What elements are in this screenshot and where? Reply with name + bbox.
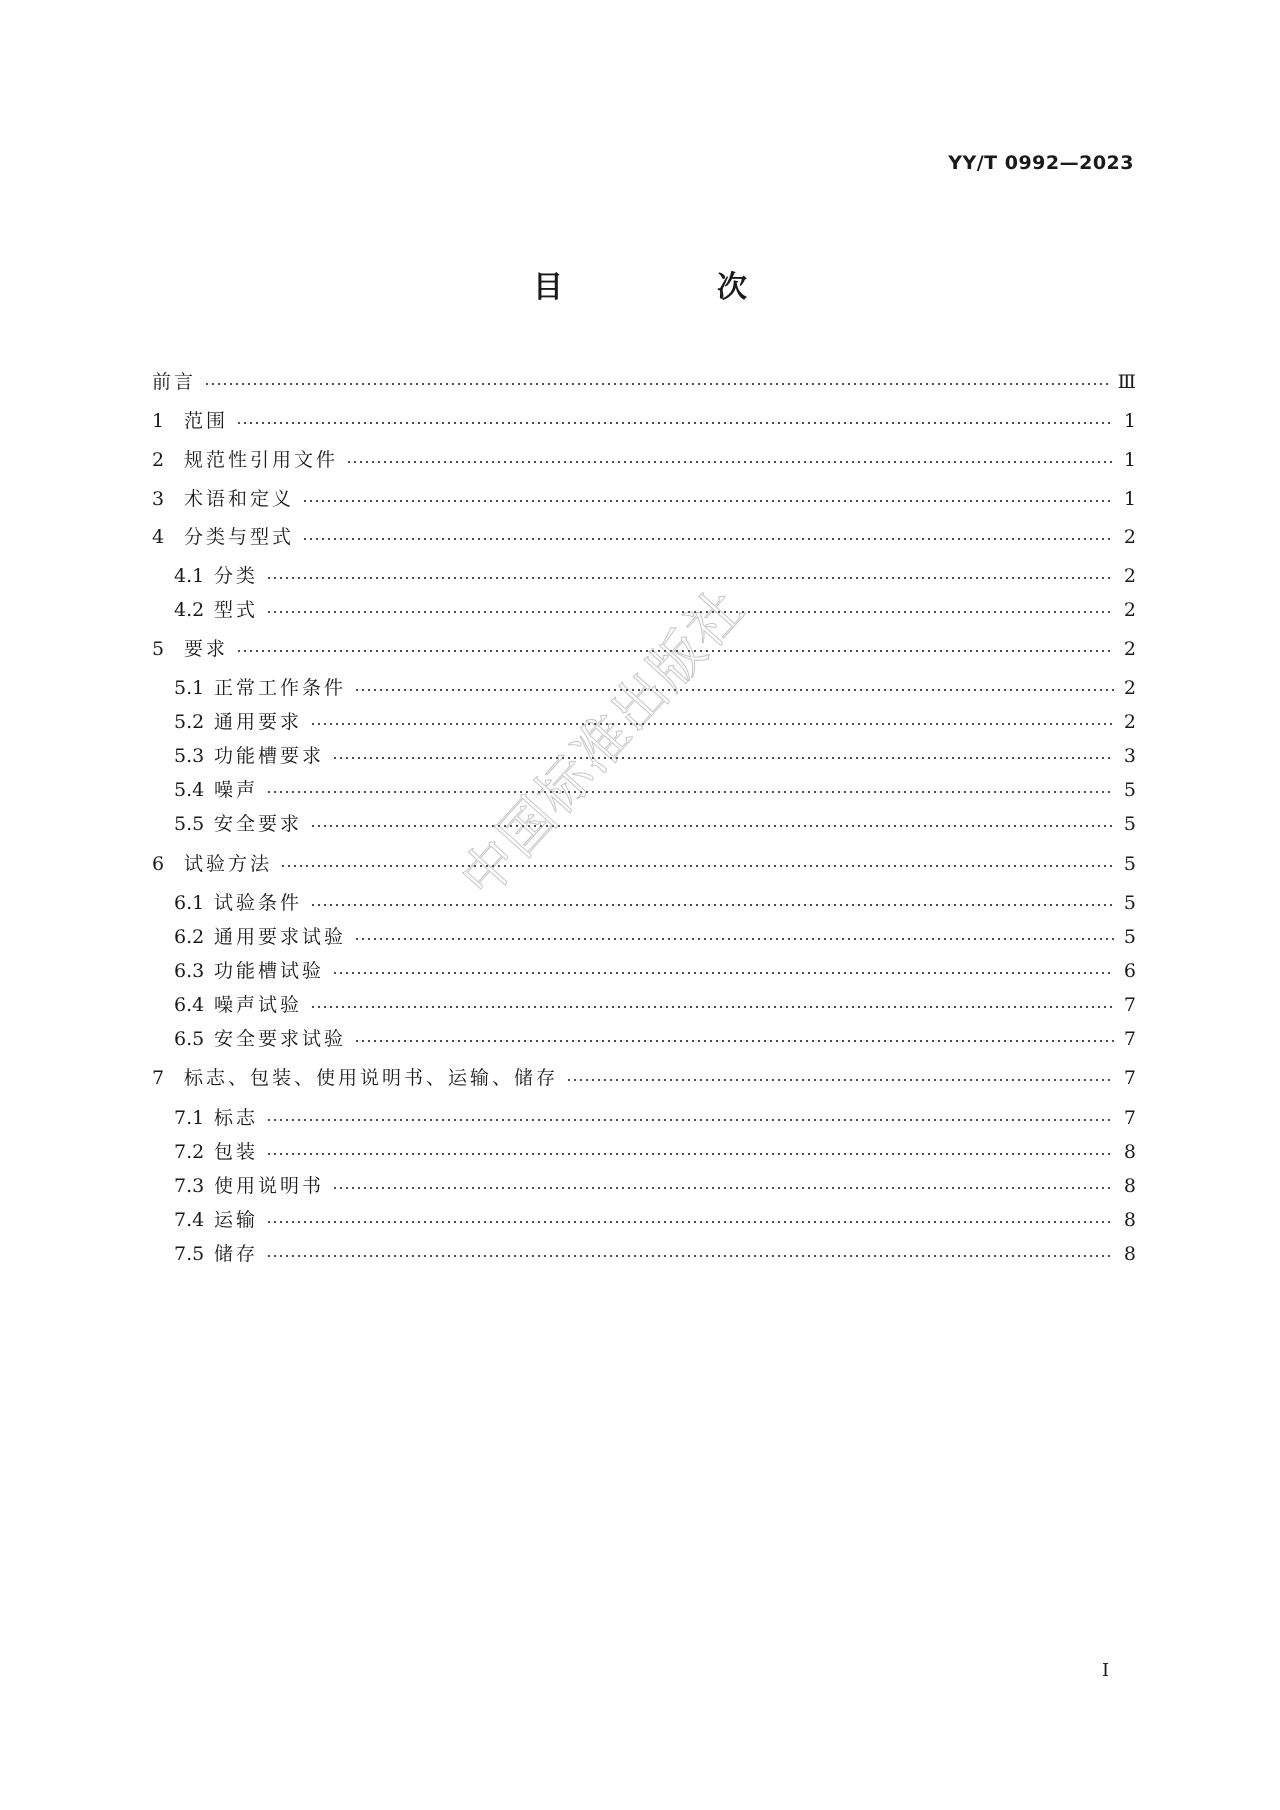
toc-entry-label: 范围 bbox=[184, 410, 229, 432]
toc-dot-leader bbox=[266, 610, 1114, 614]
toc-entry-number: 5 bbox=[152, 638, 165, 660]
toc-entry bbox=[174, 810, 1136, 838]
toc-entry-page: 1 bbox=[1123, 488, 1136, 510]
toc-entry-page: Ⅲ bbox=[1117, 371, 1136, 393]
toc-entry bbox=[152, 850, 1136, 878]
standard-number: YY/T 0992—2023 bbox=[948, 152, 1134, 174]
toc-entry-page: 8 bbox=[1123, 1141, 1136, 1163]
toc-entry-number: 6.4 bbox=[174, 994, 205, 1016]
toc-entry bbox=[152, 407, 1136, 435]
toc-entry-page: 8 bbox=[1123, 1175, 1136, 1197]
toc-entry bbox=[174, 562, 1136, 590]
toc-entry-number: 7.5 bbox=[174, 1243, 205, 1265]
toc-entry-page: 8 bbox=[1123, 1243, 1136, 1265]
toc-entry-label: 试验方法 bbox=[184, 853, 273, 875]
toc-entry-page: 7 bbox=[1123, 994, 1136, 1016]
toc-entry-label: 功能槽要求 bbox=[214, 745, 325, 767]
toc-dot-leader bbox=[332, 1186, 1114, 1190]
toc-dot-leader bbox=[280, 864, 1114, 868]
watermark: 中国标准出版社 bbox=[448, 576, 758, 910]
toc-dot-leader bbox=[266, 576, 1114, 580]
toc-entry bbox=[174, 742, 1136, 770]
toc-entry-label: 功能槽试验 bbox=[214, 960, 325, 982]
toc-dot-leader bbox=[310, 722, 1114, 726]
toc-dot-leader bbox=[266, 1220, 1114, 1224]
toc-entry bbox=[174, 889, 1136, 917]
toc-entry-page: 2 bbox=[1123, 599, 1136, 621]
toc-entry-number: 5.1 bbox=[174, 677, 205, 699]
toc-dot-leader bbox=[354, 688, 1114, 692]
toc-entry-number: 1 bbox=[152, 410, 165, 432]
toc-entry-label: 标志、包装、使用说明书、运输、储存 bbox=[184, 1067, 559, 1089]
toc-entry bbox=[174, 596, 1136, 624]
toc-entry bbox=[174, 1025, 1136, 1053]
toc-entry-page: 2 bbox=[1123, 565, 1136, 587]
toc-entry bbox=[174, 957, 1136, 985]
toc-dot-leader bbox=[236, 421, 1114, 425]
table-of-contents bbox=[152, 0, 1136, 1810]
footer-page-number: I bbox=[1102, 1660, 1110, 1681]
toc-entry-number: 3 bbox=[152, 488, 165, 510]
toc-entry-label: 试验条件 bbox=[214, 892, 303, 914]
toc-dot-leader bbox=[266, 790, 1114, 794]
toc-entry-label: 安全要求试验 bbox=[214, 1028, 347, 1050]
toc-entry bbox=[174, 776, 1136, 804]
toc-dot-leader bbox=[302, 537, 1114, 541]
toc-entry-page: 3 bbox=[1123, 745, 1136, 767]
toc-entry bbox=[174, 1240, 1136, 1268]
toc-dot-leader bbox=[566, 1078, 1114, 1082]
toc-entry-label: 分类与型式 bbox=[184, 526, 295, 548]
toc-entry-page: 5 bbox=[1123, 853, 1136, 875]
toc-entry-page: 5 bbox=[1123, 892, 1136, 914]
toc-entry-number: 5.5 bbox=[174, 813, 205, 835]
toc-dot-leader bbox=[346, 460, 1114, 464]
toc-entry-page: 2 bbox=[1123, 526, 1136, 548]
toc-entry-number: 6.5 bbox=[174, 1028, 205, 1050]
toc-entry bbox=[152, 1064, 1136, 1092]
toc-entry-page: 2 bbox=[1123, 638, 1136, 660]
toc-dot-leader bbox=[310, 1005, 1114, 1009]
toc-title: 目 次 bbox=[533, 270, 809, 305]
toc-entry-number: 2 bbox=[152, 449, 165, 471]
toc-entry-label: 噪声 bbox=[214, 779, 259, 801]
toc-entry bbox=[152, 485, 1136, 513]
toc-entry-number: 7.4 bbox=[174, 1209, 205, 1231]
toc-entry-label: 包装 bbox=[214, 1141, 259, 1163]
toc-entry-page: 7 bbox=[1123, 1107, 1136, 1129]
toc-entry bbox=[174, 923, 1136, 951]
toc-entry-page: 7 bbox=[1123, 1028, 1136, 1050]
toc-entry-label: 要求 bbox=[184, 638, 229, 660]
toc-entry-label: 标志 bbox=[214, 1107, 259, 1129]
toc-dot-leader bbox=[310, 903, 1114, 907]
toc-entry-number: 5.3 bbox=[174, 745, 205, 767]
toc-entry-label: 规范性引用文件 bbox=[184, 449, 339, 471]
toc-dot-leader bbox=[354, 1039, 1114, 1043]
toc-entry bbox=[174, 674, 1136, 702]
toc-entry-page: 7 bbox=[1123, 1067, 1136, 1089]
toc-entry-page: 2 bbox=[1123, 677, 1136, 699]
toc-entry bbox=[174, 1138, 1136, 1166]
toc-entry-label: 术语和定义 bbox=[184, 488, 295, 510]
toc-entry-page: 6 bbox=[1123, 960, 1136, 982]
toc-entry-number: 5.4 bbox=[174, 779, 205, 801]
toc-dot-leader bbox=[266, 1118, 1114, 1122]
toc-entry-label: 通用要求 bbox=[214, 711, 303, 733]
toc-dot-leader bbox=[266, 1152, 1114, 1156]
toc-dot-leader bbox=[302, 499, 1114, 503]
toc-entry-page: 1 bbox=[1123, 410, 1136, 432]
toc-dot-leader bbox=[236, 649, 1114, 653]
toc-entry-page: 8 bbox=[1123, 1209, 1136, 1231]
toc-entry-number: 7 bbox=[152, 1067, 165, 1089]
toc-entry-label: 型式 bbox=[214, 599, 259, 621]
toc-dot-leader bbox=[266, 1254, 1114, 1258]
toc-dot-leader bbox=[332, 756, 1114, 760]
toc-entry bbox=[174, 1172, 1136, 1200]
toc-entry-page: 1 bbox=[1123, 449, 1136, 471]
toc-entry-label: 安全要求 bbox=[214, 813, 303, 835]
toc-entry-label: 储存 bbox=[214, 1243, 259, 1265]
toc-entry-label: 分类 bbox=[214, 565, 259, 587]
toc-entry-page: 2 bbox=[1123, 711, 1136, 733]
toc-entry-number: 6 bbox=[152, 853, 165, 875]
toc-entry-label: 通用要求试验 bbox=[214, 926, 347, 948]
toc-entry bbox=[174, 991, 1136, 1019]
toc-entry-label: 噪声试验 bbox=[214, 994, 303, 1016]
toc-entry bbox=[174, 1104, 1136, 1132]
toc-entry-label: 使用说明书 bbox=[214, 1175, 325, 1197]
toc-entry-number: 4.2 bbox=[174, 599, 205, 621]
toc-entry bbox=[174, 708, 1136, 736]
toc-entry-number: 7.2 bbox=[174, 1141, 205, 1163]
toc-entry bbox=[152, 446, 1136, 474]
toc-entry-number: 6.3 bbox=[174, 960, 205, 982]
toc-entry-label: 运输 bbox=[214, 1209, 259, 1231]
toc-dot-leader bbox=[332, 971, 1114, 975]
toc-entry-number: 5.2 bbox=[174, 711, 205, 733]
toc-dot-leader bbox=[354, 937, 1114, 941]
toc-entry bbox=[152, 368, 1136, 396]
toc-entry-number: 7.1 bbox=[174, 1107, 205, 1129]
toc-entry bbox=[152, 635, 1136, 663]
toc-entry-page: 5 bbox=[1123, 813, 1136, 835]
toc-entry-number: 4 bbox=[152, 526, 165, 548]
toc-entry bbox=[174, 1206, 1136, 1234]
toc-entry-label: 前言 bbox=[152, 371, 197, 393]
toc-dot-leader bbox=[310, 824, 1114, 828]
toc-entry-label: 正常工作条件 bbox=[214, 677, 347, 699]
toc-entry bbox=[152, 523, 1136, 551]
toc-entry-number: 4.1 bbox=[174, 565, 205, 587]
toc-entry-page: 5 bbox=[1123, 926, 1136, 948]
toc-entry-number: 6.2 bbox=[174, 926, 205, 948]
toc-entry-number: 6.1 bbox=[174, 892, 205, 914]
toc-entry-page: 5 bbox=[1123, 779, 1136, 801]
toc-dot-leader bbox=[204, 382, 1110, 386]
toc-entry-number: 7.3 bbox=[174, 1175, 205, 1197]
